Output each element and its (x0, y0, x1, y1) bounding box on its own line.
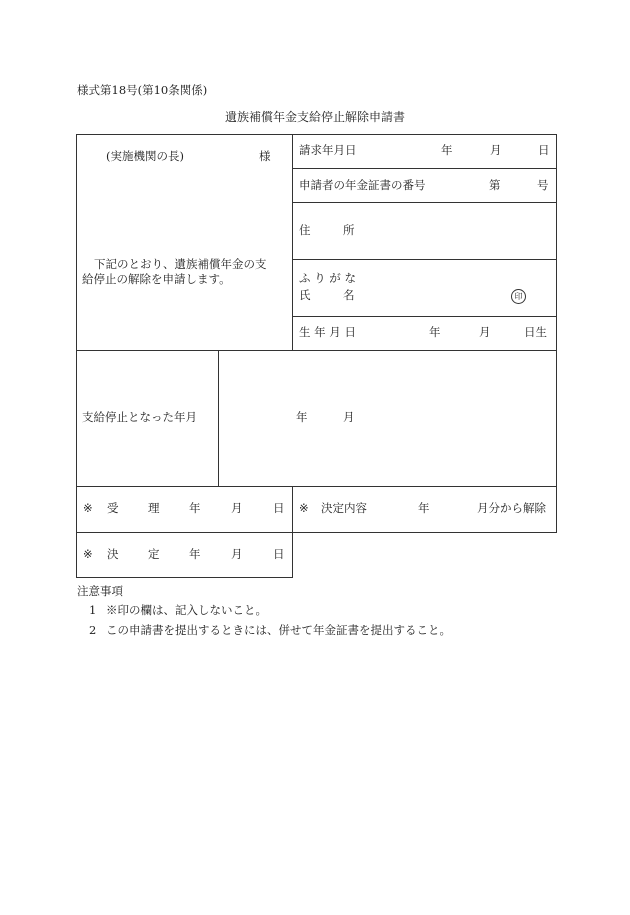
decision-detail-year: 年 (418, 501, 430, 515)
suspension-label: 支給停止となった年月 (82, 410, 197, 424)
note-2-number: 2 (89, 623, 97, 637)
note-2-text: この申請書を提出するときには、併せて年金証書を提出すること。 (106, 623, 451, 637)
suspension-year: 年 (296, 410, 308, 424)
notes-heading: 注意事項 (77, 584, 123, 598)
receipt-day: 日 (273, 501, 285, 515)
decision-year: 年 (189, 547, 201, 561)
pension-cert-dai: 第 (489, 178, 501, 192)
pension-cert-label: 申請者の年金証書の番号 (299, 178, 426, 192)
decision-day: 日 (273, 547, 285, 561)
birth-date-month: 月 (479, 325, 491, 339)
receipt-year: 年 (189, 501, 201, 515)
suspension-month: 月 (343, 410, 355, 424)
birth-date-label: 生 年 月 日 (299, 325, 356, 339)
seal-mark-icon: 印 (511, 289, 526, 304)
form-title: 遺族補償年金支給停止解除申請書 (225, 110, 406, 124)
furigana-label: ふ り が な (299, 271, 356, 285)
receipt-label-1: 受 (107, 501, 119, 515)
decision-label-2: 定 (148, 547, 160, 561)
request-date-day: 日 (538, 143, 550, 157)
request-date-year: 年 (441, 143, 453, 157)
request-date-month: 月 (490, 143, 502, 157)
address-label-1: 住 (299, 223, 311, 237)
birth-date-birth: 日生 (524, 325, 547, 339)
decision-detail-label: 決定内容 (321, 501, 367, 515)
name-label-1: 氏 (299, 288, 311, 302)
request-date-label: 請求年月日 (299, 143, 357, 157)
form-number: 様式第18号(第10条関係) (77, 83, 208, 97)
receipt-label-2: 理 (148, 501, 160, 515)
addressee-honorific: 様 (259, 149, 271, 163)
address-label-2: 所 (343, 223, 355, 237)
addressee-org: (実施機関の長) (106, 149, 184, 163)
decision-detail-mark: ※ (299, 501, 309, 515)
birth-date-year: 年 (429, 325, 441, 339)
decision-mark: ※ (83, 547, 93, 561)
request-text-line2: 給停止の解除を申請します。 (82, 272, 231, 286)
pension-cert-go: 号 (537, 178, 549, 192)
note-1-text: ※印の欄は、記入しないこと。 (106, 603, 267, 617)
name-label-2: 名 (343, 288, 355, 302)
request-text-line1: 下記のとおり、遺族補償年金の支 (94, 257, 267, 271)
decision-month: 月 (231, 547, 243, 561)
decision-detail-suffix: 月分から解除 (477, 501, 546, 515)
note-1-number: 1 (89, 603, 97, 617)
receipt-month: 月 (231, 501, 243, 515)
decision-label-1: 決 (107, 547, 119, 561)
receipt-mark: ※ (83, 501, 93, 515)
